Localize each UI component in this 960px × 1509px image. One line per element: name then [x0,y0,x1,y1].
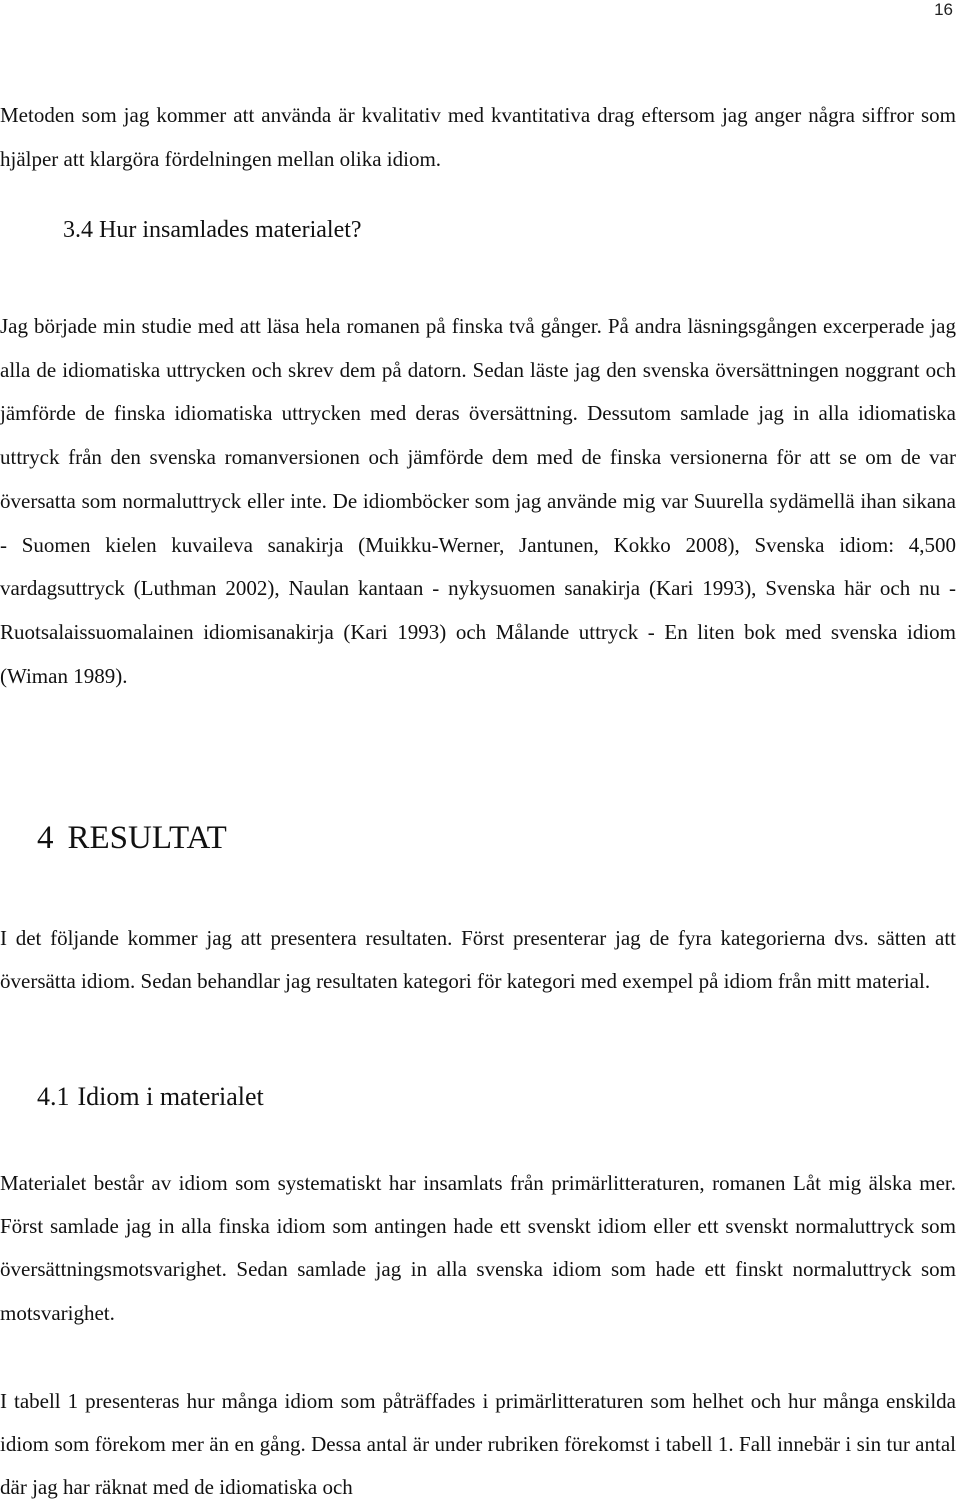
heading-3-4: 3.4 Hur insamlades materialet? [63,217,362,243]
paragraph-table-1: I tabell 1 presenteras hur många idiom som påträffades i primärlitteraturen som helhet och hur många enskilda idiom som förekom mer än en gång. Dessa antal är under rubriken förekomst i tabell 1. Fall innebär i sin tur antal där jag har räknat med de idiomatiska och [0,1389,956,1499]
heading-idiom-i-materialet [37,1073,264,1121]
heading-4-1-title: Idiom i materialet [77,1082,264,1111]
heading-resultat-title: RESULTAT [67,820,227,856]
paragraph-collection: Jag började min studie med att läsa hela romanen på finska två gånger. På andra läsningsgången excerperade jag alla de idiomatiska uttrycken och skrev dem på datorn. Sedan läste jag den svenska översättningen noggrant och jämförde de finska idiomatiska uttrycken med deras översättning. Dessutom samlade jag in alla idiomatiska uttryck från den svenska romanversionen och jämförde dem med de finska versionerna för att se om de var översatta som normaluttryck eller inte. De idiomböcker som jag använde mig var Suurella sydämellä ihan sikana - Suomen kielen kuvaileva sanakirja (Muikku-Werner, Jantunen, Kokko 2008), Svenska idiom: 4,500 vardagsuttryck (Luthman 2002), Naulan kantaan - nykysuomen sanakirja (Kari 1993), Svenska här och nu - Ruotsalaissuomalainen idiomisanakirja (Kari 1993) och Målande uttryck - En liten bok med svenska idiom (Wiman 1989). [0,314,956,688]
heading-resultat-number: 4 [37,820,54,856]
paragraph-results-intro: I det följande kommer jag att presentera resultaten. Först presenterar jag de fyra kategorierna dvs. sätten att översätta idiom. Sedan behandlar jag resultaten kategori för kategori med exempel på idiom från mitt material. [0,926,956,994]
paragraph-method: Metoden som jag kommer att använda är kvalitativ med kvantitativa drag eftersom jag anger några siffror som hjälper att klargöra fördelningen mellan olika idiom. [0,103,956,171]
heading-4-1-number: 4.1 [37,1082,70,1111]
page-number: 16 [934,0,953,19]
paragraph-material: Materialet består av idiom som systematiskt har insamlats från primärlitteraturen, romanen Låt mig älska mer. Först samlade jag in alla finska idiom som antingen hade ett svenskt idiom eller ett svenskt normaluttryck som översättningsmotsvarighet. Sedan samlade jag in alla svenska idiom som hade ett finskt normaluttryck som motsvarighet. [0,1171,956,1325]
heading-resultat [37,813,227,863]
